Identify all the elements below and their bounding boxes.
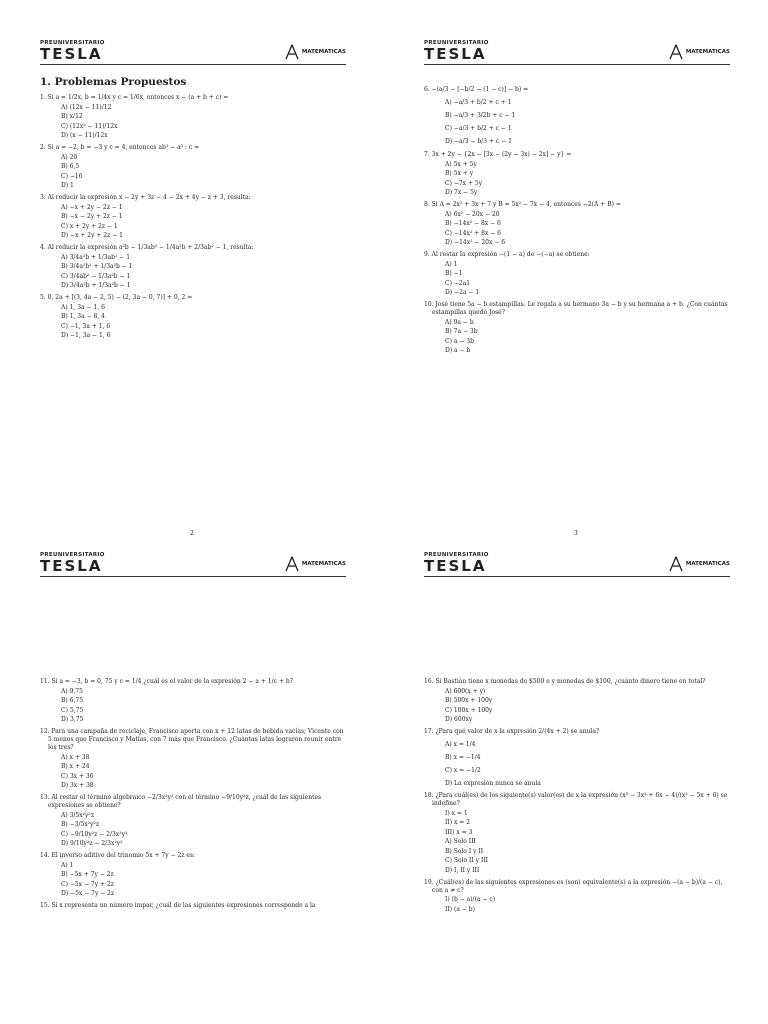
option: C) 5,75 xyxy=(61,706,84,714)
section-title: 1. Problemas Propuestos xyxy=(40,76,187,88)
option: B) −5x + 7y − 2z xyxy=(61,871,114,878)
question: 4. Al reducir la expresión a²b − 1/3ab² − 1/4a²b + 2/3ab² − 1, resulta: xyxy=(40,244,254,251)
option: B) x + 24 xyxy=(61,763,90,770)
option: D) −x + 2y + 2z − 1 xyxy=(61,232,123,239)
option: B) x/12 xyxy=(61,113,83,120)
option: C) a − 3b xyxy=(445,337,474,345)
option: A) 1 xyxy=(445,260,458,268)
brand-pre: PREUNIVERSITARIO xyxy=(424,552,489,558)
page-header xyxy=(424,552,730,576)
question: 13. Al restar el término algebraico −2/3x²y² con el término −9/10y²z, ¿cuál de las siguientes expresiones se obtiene? xyxy=(40,794,322,809)
option: C) −2a1 xyxy=(445,279,471,287)
subject-label: MATEMATICAS xyxy=(685,561,730,567)
option: B) 1, 3a − 8, 4 xyxy=(61,313,105,320)
page-header xyxy=(40,552,346,576)
question: 7. 3x + 2y − {2x − [3x − (2y − 3x) − 2x] − y} = xyxy=(424,151,572,158)
option: C) −16 xyxy=(61,172,83,180)
option: A) 3/5x²y²z xyxy=(61,811,94,819)
option: D) 3/4a²b + 1/3a²b − 1 xyxy=(61,282,131,289)
brand-name: TESLA xyxy=(424,557,487,575)
question: 17. ¿Para qué valor de x la expresión 2/(4x + 2) se anula? xyxy=(424,728,600,735)
option: A) x = 1/4 xyxy=(445,741,476,748)
option: D) 9/10y²z − 2/3x²y² xyxy=(61,840,123,847)
option: D) −2a − 1 xyxy=(445,289,480,296)
option: A) −x + 2y − 2z − 1 xyxy=(61,203,123,211)
question: 11. Si a = −3, b = 0, 75 y c = 1/4 ¿cuál es el valor de la expresión 2 − a + 1/c + b? xyxy=(40,678,293,685)
option: C) (12x² − 11)/12x xyxy=(61,122,118,130)
option: D) −1, 3a − 1, 6 xyxy=(61,332,111,339)
option: D) 3,75 xyxy=(61,716,84,723)
subject-badge xyxy=(284,556,346,572)
option: A) 1, 3a − 1, 6 xyxy=(61,303,105,311)
compass-icon xyxy=(668,44,684,60)
question: 14. El inverso aditivo del trinomio 5x + 7y − 2z es: xyxy=(40,852,196,859)
option: D) −5x − 7y − 2z xyxy=(61,890,115,897)
page-content xyxy=(424,82,730,357)
question: 15. Si x representa un número impar, ¿cuál de las siguientes expresiones corresponde a la xyxy=(40,902,316,909)
question: 5. 0, 2a + [(3, 4a − 2, 5) − (2, 3a − 0, 7)] + 0, 2 = xyxy=(40,294,193,301)
option: A) 6x² − 20x − 20 xyxy=(445,210,500,218)
page-2 xyxy=(0,0,384,537)
brand-logo xyxy=(424,552,489,574)
option: D) (x − 11)/12x xyxy=(61,132,108,139)
option: C) 3/4ab² − 1/3a²b − 1 xyxy=(61,272,131,280)
subject-badge xyxy=(668,44,730,60)
option: B) 6,5 xyxy=(61,163,80,170)
option: B) −a/3 + 3/2b + c − 1 xyxy=(445,112,516,119)
header-rule xyxy=(424,576,730,577)
option: B) −14x² − 8x − 6 xyxy=(445,220,501,227)
question: 9. Al restar la expresión −(1 − a) de −(−a) se obtiene: xyxy=(424,251,590,258)
question: 12. Para una campaña de reciclaje, Francisco aporta con x + 12 latas de bebida vacías; Vicente con 5 menos que Francisco y Matías, con 7 más que Francisco. ¿Cuántas latas lograron reunir entre los tres? xyxy=(40,728,344,751)
option: A) 3/4a²b + 1/3ab² − 1 xyxy=(61,253,131,261)
subject-badge xyxy=(668,556,730,572)
question: 19. ¿Cuál(es) de las siguientes expresiones es (son) equivalente(s) a la expresión −(a − b)/(a − c), con a ≠ c? xyxy=(424,878,723,894)
option: D) a − b xyxy=(445,347,471,354)
option: C) −a/3 + b/2 + c − 1 xyxy=(445,125,512,132)
option: B) −1 xyxy=(445,270,463,277)
option: D) −14x² − 20x − 6 xyxy=(445,239,506,246)
option: A) 1 xyxy=(61,861,74,869)
option: D) −a/3 − b/3 + c − 1 xyxy=(445,138,512,145)
question: 8. Si A = 2x² + 3x + 7 y B = 5x² − 7x − 4, entonces −2(A + B) = xyxy=(424,201,621,208)
option: C) −5x − 7y + 2z xyxy=(61,880,114,888)
option: B) 6,75 xyxy=(61,697,84,704)
question: 6. −(a/3 − [−b/2 − (1 − c)] − b) = xyxy=(424,86,529,93)
page-5 xyxy=(384,512,768,1024)
option: I) (b − a)/(a − c) xyxy=(445,896,496,903)
option: I) x = 1 xyxy=(445,809,468,817)
option: C) 3x + 36 xyxy=(61,772,94,780)
compass-icon xyxy=(284,44,300,60)
option: D) 1 xyxy=(61,182,74,189)
question: 1. Si a = 1/2x, b = 1/4x y c = 1/6x, entonces x − (a + b + c) = xyxy=(40,94,229,101)
option: D) La expresión nunca se anula xyxy=(445,780,541,787)
option: D) 3x + 38 xyxy=(61,782,94,789)
page-number: 3 xyxy=(574,530,578,537)
option: II) x = 2 xyxy=(445,819,471,826)
header-rule xyxy=(424,64,730,65)
subject-label: MATEMATICAS xyxy=(685,49,730,55)
option: C) −1, 3a + 1, 6 xyxy=(61,322,111,330)
question: 18. ¿Para cuál(es) de los siguiente(s) valor(es) de x la expresión (x³ − 3x² + 6x − 4)/(x² − 5x + 6) se indefine? xyxy=(424,792,728,807)
option: A) 5x + 5y xyxy=(445,160,477,168)
option: B) 3/4a²b² + 1/3a²b − 1 xyxy=(61,263,133,270)
option: C) −9/10y²z − 2/3x²y² xyxy=(61,830,128,838)
option: C) x = −1/2 xyxy=(445,767,481,774)
option: B) 500x + 100y xyxy=(445,697,493,704)
subject-label: MATEMATICAS xyxy=(301,49,346,55)
page-4 xyxy=(0,512,384,1024)
page-content xyxy=(40,70,346,342)
option: B) −3/5x²y²z xyxy=(61,821,100,828)
option: B) −x − 2y + 2z − 1 xyxy=(61,213,123,220)
compass-icon xyxy=(668,556,684,572)
brand-name: TESLA xyxy=(40,557,103,575)
question: 16. Si Bastián tiene x monedas de $500 e y monedas de $100, ¿cuánto dinero tiene en total? xyxy=(424,678,706,685)
page-header xyxy=(40,40,346,64)
option: A) 9a − b xyxy=(445,318,474,326)
question: 2. Si a = −2, b = −3 y c = 4, entonces ab² − a³ : c = xyxy=(40,144,200,151)
question: 3. Al reducir la expresión x − 2y + 3z − 4 − 2x + 4y − z + 3, resulta: xyxy=(40,194,251,201)
brand-logo xyxy=(40,40,105,62)
header-rule xyxy=(40,64,346,65)
page-header xyxy=(424,40,730,64)
brand-logo xyxy=(424,40,489,62)
option: C) x + 2y + 2z − 1 xyxy=(61,222,118,230)
option: A) (12x − 11)/12 xyxy=(61,103,112,111)
brand-name: TESLA xyxy=(424,45,487,63)
option: D) 600xy xyxy=(445,716,473,723)
option: A) 600(x + y) xyxy=(445,687,486,695)
option: III) x = 3 xyxy=(445,828,473,836)
option: II) (a − b) xyxy=(445,905,475,913)
brand-pre: PREUNIVERSITARIO xyxy=(40,552,105,558)
option: C) 100x + 100y xyxy=(445,706,493,714)
option: B) x = −1/4 xyxy=(445,754,481,761)
page-3 xyxy=(384,0,768,537)
option: C) −14x² + 8x − 6 xyxy=(445,229,501,237)
header-rule xyxy=(40,576,346,577)
brand-name: TESLA xyxy=(40,45,103,63)
brand-logo xyxy=(40,552,105,574)
option: A) Solo III xyxy=(445,838,476,845)
brand-pre: PREUNIVERSITARIO xyxy=(40,40,105,46)
option: C) Solo II y III xyxy=(445,857,489,864)
option: D) I, II y III xyxy=(445,866,480,874)
page-content xyxy=(40,674,346,910)
option: B) 5x + y xyxy=(445,170,474,177)
option: A) x + 38 xyxy=(61,753,90,761)
option: B) 7a − 3b xyxy=(445,328,478,335)
question: 10. José tiene 5a − b estampillas. Le regala a su hermano 3a − b y su hermana a + b. ¿Con cuántas estampillas quedó José? xyxy=(424,301,728,316)
option: B) Solo I y II xyxy=(445,847,484,855)
option: C) −7x + 5y xyxy=(445,179,483,187)
subject-badge xyxy=(284,44,346,60)
compass-icon xyxy=(284,556,300,572)
option: D) 7x − 5y xyxy=(445,189,478,196)
subject-label: MATEMATICAS xyxy=(301,561,346,567)
page-content xyxy=(424,674,730,915)
brand-pre: PREUNIVERSITARIO xyxy=(424,40,489,46)
option: A) −a/3 + b/2 + c + 1 xyxy=(445,99,512,106)
page-number: 2 xyxy=(190,530,194,537)
option: A) 20 xyxy=(61,153,78,161)
option: A) 9,75 xyxy=(61,687,83,695)
